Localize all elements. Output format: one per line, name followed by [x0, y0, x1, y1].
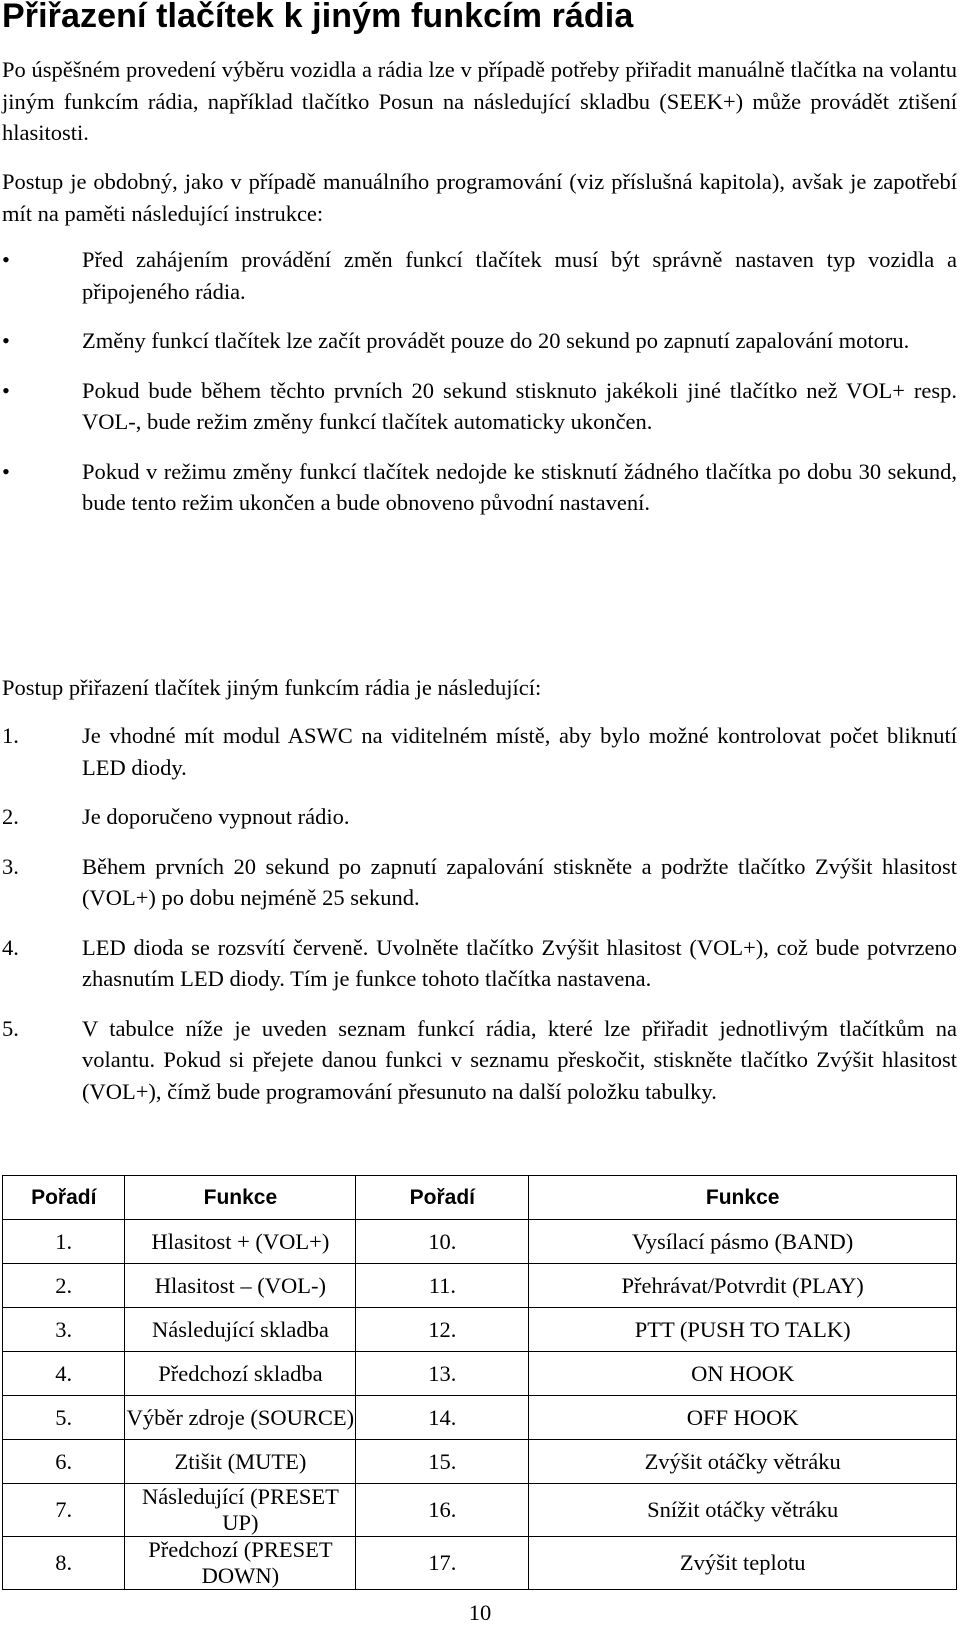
step-number: 2. [2, 804, 19, 829]
header-function: Funkce [125, 1176, 356, 1220]
table-row [3, 1264, 957, 1308]
table-row [3, 1484, 957, 1537]
table-cell: 1. [3, 1220, 125, 1264]
bullet-text: Pokud v režimu změny funkcí tlačítek nedojde ke stisknutí žádného tlačítka po dobu 30 sekund, bude tento režim ukončen a bude obnoveno původní nastavení. [82, 458, 957, 515]
page-number: 10 [468, 1600, 492, 1625]
table-cell: Snížit otáčky větráku [529, 1484, 957, 1537]
table-cell: 13. [356, 1352, 529, 1396]
table-cell: Předchozí (PRESET DOWN) [125, 1537, 356, 1590]
step-text: Je doporučeno vypnout rádio. [82, 804, 350, 829]
table-row [3, 1352, 957, 1396]
intro-paragraph: Po úspěšném provedení výběru vozidla a rádia lze v případě potřeby přiřadit manuálně tlačítka na volantu jiným funkcím rádia, například tlačítko Posun na následující skladbu (SEEK+) může provádět ztišení hlasitosti. [2, 57, 957, 145]
bullet-item [0, 325, 957, 357]
table-cell: 10. [356, 1220, 529, 1264]
step-text: Je vhodné mít modul ASWC na viditelném místě, aby bylo možné kontrolovat počet bliknutí LED diody. [82, 723, 957, 780]
table-cell: 5. [3, 1396, 125, 1440]
step-item [0, 720, 957, 783]
table-cell: 12. [356, 1308, 529, 1352]
table-row [3, 1308, 957, 1352]
header-order: Pořadí [356, 1176, 529, 1220]
table-cell: 8. [3, 1537, 125, 1590]
step-number: 5. [2, 1015, 19, 1041]
table-cell: Následující (PRESET UP) [125, 1484, 356, 1537]
step-number: 1. [2, 723, 19, 748]
table-cell: Vysílací pásmo (BAND) [529, 1220, 957, 1264]
table-cell: Přehrávat/Potvrdit (PLAY) [529, 1264, 957, 1308]
bullet-item [0, 244, 957, 307]
table-row [3, 1440, 957, 1484]
bullet-icon: • [2, 377, 10, 403]
page-title: Přiřazení tlačítek k jiným funkcím rádia [2, 0, 634, 35]
table-cell: 7. [3, 1484, 125, 1537]
step-item [0, 1013, 957, 1108]
table-cell: Zvýšit teplotu [529, 1537, 957, 1590]
bullet-text: Před zahájením provádění změn funkcí tlačítek musí být správně nastaven typ vozidla a připojeného rádia. [82, 247, 957, 304]
table-cell: Ztišit (MUTE) [125, 1440, 356, 1484]
table-cell: ON HOOK [529, 1352, 957, 1396]
table-cell: Následující skladba [125, 1308, 356, 1352]
table-cell: OFF HOOK [529, 1396, 957, 1440]
steps-list [0, 720, 957, 1125]
step-item [0, 932, 957, 995]
table-cell: 6. [3, 1440, 125, 1484]
radio-functions-table [2, 1175, 957, 1590]
table-cell: 14. [356, 1396, 529, 1440]
step-item [0, 851, 957, 914]
table-row [3, 1220, 957, 1264]
table-cell: PTT (PUSH TO TALK) [529, 1308, 957, 1352]
bullet-item [0, 456, 957, 519]
steps-intro-paragraph: Postup přiřazení tlačítek jiným funkcím rádia je následující: [2, 675, 542, 700]
table-cell: Zvýšit otáčky větráku [529, 1440, 957, 1484]
bullet-icon: • [2, 247, 10, 272]
bullet-text: Pokud bude během těchto prvních 20 sekund stisknuto jakékoli jiné tlačítko než VOL+ resp. VOL-, bude režim změny funkcí tlačítek automaticky ukončen. [82, 377, 957, 434]
step-number: 4. [2, 934, 19, 960]
bullet-item [0, 375, 957, 438]
table-cell: 4. [3, 1352, 125, 1396]
procedure-note-paragraph: Postup je obdobný, jako v případě manuálního programování (viz příslušná kapitola), avšak je zapotřebí mít na paměti následující instrukce: [2, 169, 957, 226]
table-cell: 17. [356, 1537, 529, 1590]
step-item [0, 801, 957, 833]
step-number: 3. [2, 853, 19, 879]
step-text: Během prvních 20 sekund po zapnutí zapalování stiskněte a podržte tlačítko Zvýšit hlasitost (VOL+) po dobu nejméně 25 sekund. [82, 853, 957, 910]
instructions-bullet-list [0, 244, 957, 519]
table-cell: Výběr zdroje (SOURCE) [125, 1396, 356, 1440]
table-cell: 3. [3, 1308, 125, 1352]
table-cell: 15. [356, 1440, 529, 1484]
table-cell: 11. [356, 1264, 529, 1308]
step-text: LED dioda se rozsvítí červeně. Uvolněte tlačítko Zvýšit hlasitost (VOL+), což bude potvrzeno zhasnutím LED diody. Tím je funkce tohoto tlačítka nastavena. [82, 934, 957, 991]
table-cell: Hlasitost – (VOL-) [125, 1264, 356, 1308]
table-cell: 2. [3, 1264, 125, 1308]
bullet-icon: • [2, 458, 10, 484]
table-cell: Předchozí skladba [125, 1352, 356, 1396]
step-text: V tabulce níže je uveden seznam funkcí rádia, které lze přiřadit jednotlivým tlačítkům na volantu. Pokud si přejete danou funkci v seznamu přeskočit, stiskněte tlačítko Zvýšit hlasitost (VOL+), čímž bude programování přesunuto na další položku tabulky. [82, 1015, 957, 1104]
table-row [3, 1537, 957, 1590]
bullet-text: Změny funkcí tlačítek lze začít provádět pouze do 20 sekund po zapnutí zapalování motoru. [82, 328, 910, 353]
bullet-icon: • [2, 328, 10, 353]
table-header-row [3, 1176, 957, 1220]
table-cell: 16. [356, 1484, 529, 1537]
header-function: Funkce [529, 1176, 957, 1220]
table-cell: Hlasitost + (VOL+) [125, 1220, 356, 1264]
table-row [3, 1396, 957, 1440]
header-order: Pořadí [3, 1176, 125, 1220]
